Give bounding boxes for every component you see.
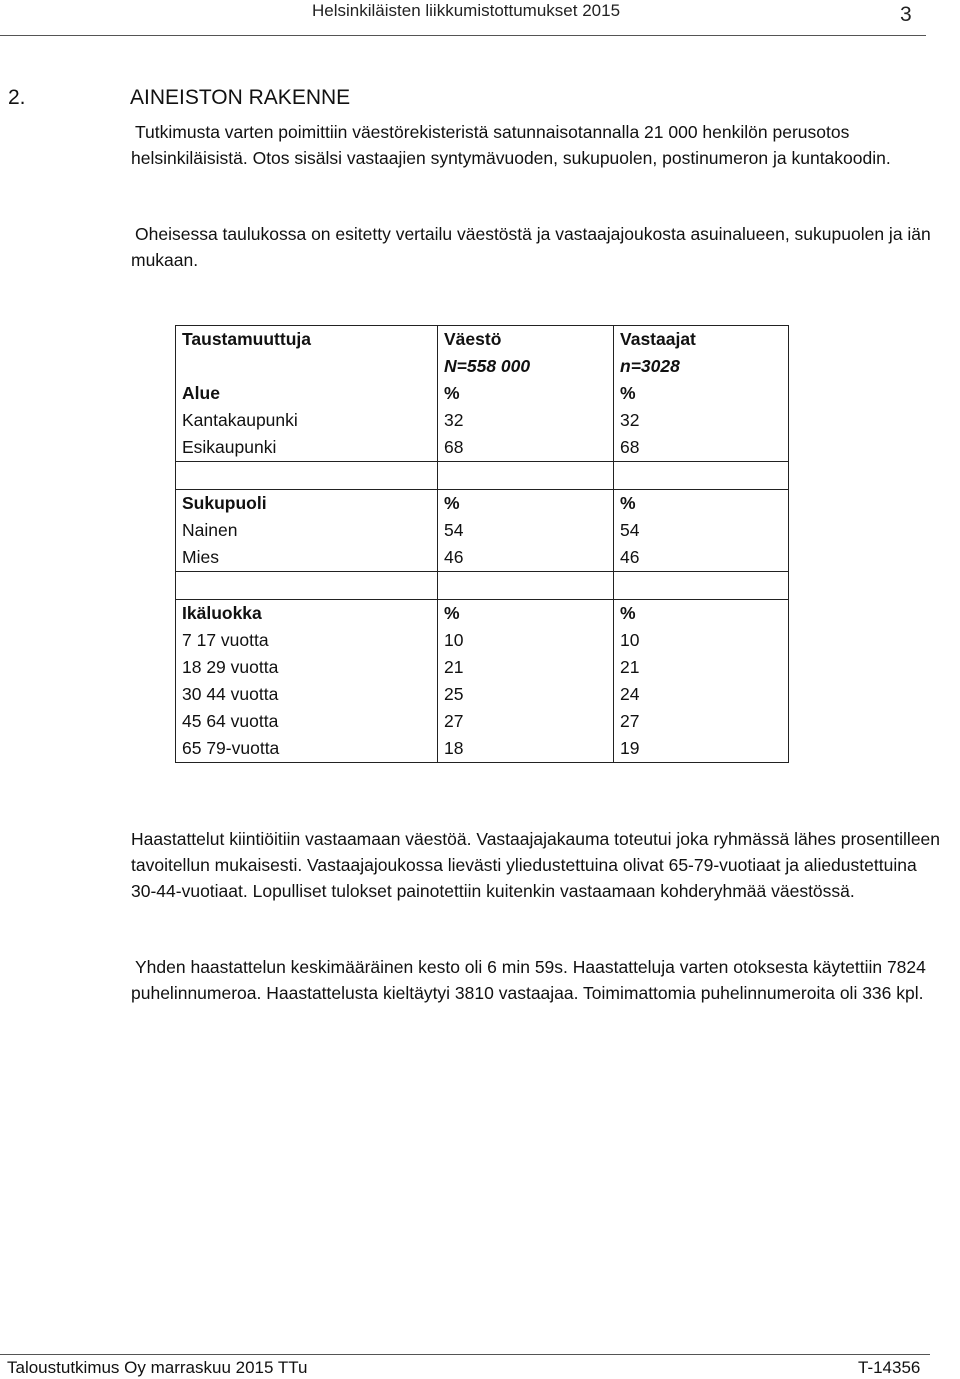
table-row	[176, 654, 789, 681]
table-row	[176, 407, 789, 434]
page-number: 3	[900, 3, 912, 26]
respondent-comparison-table	[175, 325, 789, 763]
table-row	[176, 681, 789, 708]
table-cell: 21	[614, 654, 789, 681]
table-cell: 19	[614, 735, 789, 763]
table-cell: Nainen	[176, 517, 438, 544]
table-cell: 30 44 vuotta	[176, 681, 438, 708]
table-cell: 25	[438, 681, 614, 708]
table-cell: Kantakaupunki	[176, 407, 438, 434]
footer-company: Taloustutkimus Oy marraskuu 2015 TTu	[7, 1358, 308, 1377]
table-header-row	[176, 326, 789, 354]
table-header-cell: Väestö	[438, 326, 614, 354]
table-cell: 10	[614, 627, 789, 654]
paragraph-interview-stats: Yhden haastattelun keskimääräinen kesto oli 6 min 59s. Haastatteluja varten otoksesta käytettiin 7824 puhelinnumeroa. Haastattelusta kieltäytyi 3810 vastaajaa. Toimimattomia puhelinnumeroita oli 336 kpl.	[131, 957, 926, 1003]
table-cell: 54	[438, 517, 614, 544]
header-rule	[0, 35, 926, 36]
table-cell: 68	[438, 434, 614, 462]
table-row	[176, 434, 789, 462]
table-spacer-row	[176, 462, 789, 490]
table-cell: 7 17 vuotta	[176, 627, 438, 654]
table-cell: Alue	[176, 380, 438, 407]
table-cell: Sukupuoli	[176, 490, 438, 518]
respondent-count: n=3028	[614, 353, 789, 380]
paragraph-quotas: Haastattelut kiintiöitiin vastaamaan väestöä. Vastaajajakauma toteutui joka ryhmässä lähes prosentilleen tavoitellun mukaisesti. Vastaajajoukossa lievästi yliedustettuina olivat 65-79-vuotiaat ja aliedustettuina 30-44-vuotiaat. Lopulliset tulokset painotettiin kuitenkin vastaamaan kohderyhmää väestössä.	[131, 829, 941, 901]
table-cell: 27	[438, 708, 614, 735]
table-group-heading-row	[176, 490, 789, 518]
table-cell: 32	[614, 407, 789, 434]
table-cell: 27	[614, 708, 789, 735]
table-cell: %	[438, 490, 614, 518]
table-cell: %	[614, 490, 789, 518]
table-row	[176, 544, 789, 572]
table-cell: 10	[438, 627, 614, 654]
table-cell: 32	[438, 407, 614, 434]
table-cell: 45 64 vuotta	[176, 708, 438, 735]
table-cell: Esikaupunki	[176, 434, 438, 462]
table-cell: 68	[614, 434, 789, 462]
table-cell: 24	[614, 681, 789, 708]
table-cell: 65 79-vuotta	[176, 735, 438, 763]
table-row	[176, 627, 789, 654]
paragraph-sampling: Tutkimusta varten poimittiin väestörekisteristä satunnaisotannalla 21 000 henkilön perusotos helsinkiläisistä. Otos sisälsi vastaajien syntymävuoden, sukupuolen, postinumeron ja kuntakoodin.	[131, 122, 891, 168]
paragraph-table-intro: Oheisessa taulukossa on esitetty vertailu väestöstä ja vastaajajoukosta asuinalueen, sukupuolen ja iän mukaan.	[131, 224, 931, 270]
table-cell: %	[614, 600, 789, 628]
table-spacer-row	[176, 572, 789, 600]
table-cell: %	[438, 380, 614, 407]
running-header-title: Helsinkiläisten liikkumistottumukset 2015	[312, 1, 621, 20]
table-subheader-row	[176, 353, 789, 380]
table-cell	[176, 353, 438, 380]
table-cell: 18 29 vuotta	[176, 654, 438, 681]
table-row	[176, 517, 789, 544]
table-row	[176, 735, 789, 763]
table-cell: 54	[614, 517, 789, 544]
table-cell: 46	[614, 544, 789, 572]
table-row	[176, 708, 789, 735]
footer-rule	[0, 1354, 930, 1355]
section-number: 2.	[8, 86, 26, 110]
table-cell: %	[438, 600, 614, 628]
population-size: N=558 000	[438, 353, 614, 380]
table-cell: 46	[438, 544, 614, 572]
table-cell: Mies	[176, 544, 438, 572]
table-cell: Ikäluokka	[176, 600, 438, 628]
table-group-heading-row	[176, 600, 789, 628]
footer-report-code: T-14356	[858, 1358, 921, 1377]
table-group-heading-row	[176, 380, 789, 407]
table-header-cell: Taustamuuttuja	[176, 326, 438, 354]
section-heading	[8, 85, 350, 111]
table-cell: 18	[438, 735, 614, 763]
table-cell: %	[614, 380, 789, 407]
table-header-cell: Vastaajat	[614, 326, 789, 354]
section-title: AINEISTON RAKENNE	[130, 86, 351, 110]
table-cell: 21	[438, 654, 614, 681]
